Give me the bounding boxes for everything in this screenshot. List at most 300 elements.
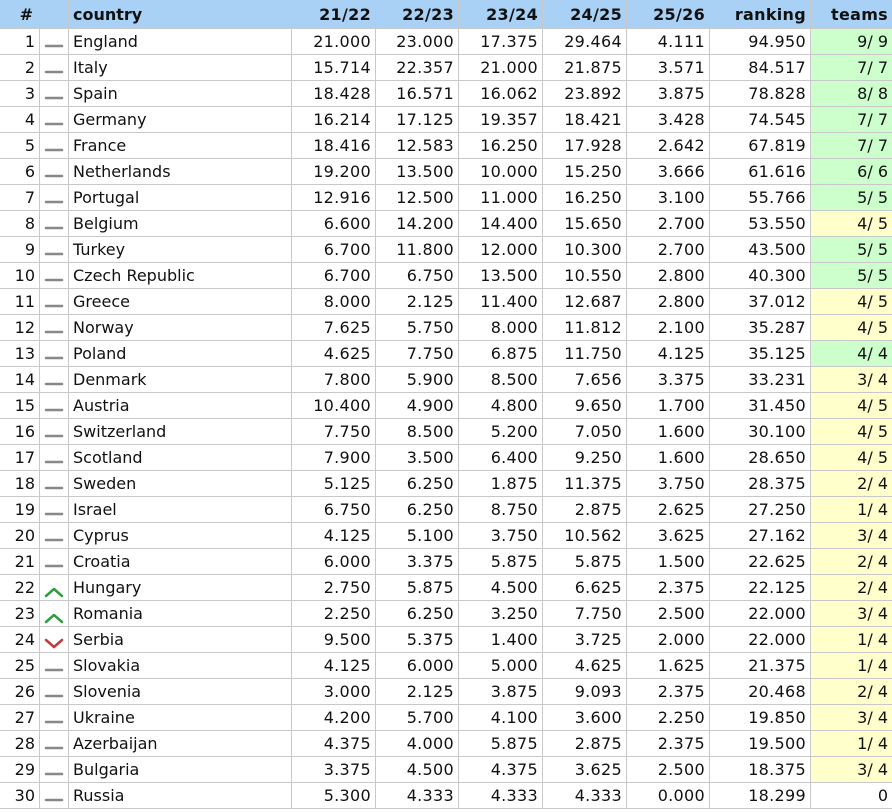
- score-2223-cell: 22.357: [376, 55, 459, 81]
- ranking-cell: 28.375: [710, 471, 811, 497]
- country-cell: Germany: [69, 107, 292, 133]
- teams-cell: 8/ 8: [811, 81, 892, 107]
- table-row[interactable]: [0, 315, 892, 341]
- score-2425-cell: 15.650: [543, 211, 627, 237]
- column-header-2526[interactable]: 25/26: [627, 0, 710, 29]
- score-2122-cell: 7.750: [292, 419, 376, 445]
- ranking-cell: 67.819: [710, 133, 811, 159]
- score-2122-cell: 3.375: [292, 757, 376, 783]
- ranking-cell: 94.950: [710, 29, 811, 55]
- dash-icon: [44, 349, 64, 361]
- score-2324-cell: 4.500: [459, 575, 543, 601]
- table-body: [0, 29, 892, 809]
- table-row[interactable]: [0, 289, 892, 315]
- country-cell: Scotland: [69, 445, 292, 471]
- trend-cell: [40, 757, 69, 783]
- rank-cell: 22: [0, 575, 40, 601]
- country-cell: Czech Republic: [69, 263, 292, 289]
- score-2223-cell: 5.700: [376, 705, 459, 731]
- score-2526-cell: 2.000: [627, 627, 710, 653]
- score-2425-cell: 17.928: [543, 133, 627, 159]
- table-row[interactable]: [0, 263, 892, 289]
- trend-cell: [40, 731, 69, 757]
- score-2223-cell: 13.500: [376, 159, 459, 185]
- table-row[interactable]: [0, 393, 892, 419]
- rank-cell: 14: [0, 367, 40, 393]
- score-2122-cell: 10.400: [292, 393, 376, 419]
- ranking-cell: 43.500: [710, 237, 811, 263]
- score-2223-cell: 17.125: [376, 107, 459, 133]
- dash-icon: [44, 219, 64, 231]
- score-2425-cell: 15.250: [543, 159, 627, 185]
- dash-icon: [44, 297, 64, 309]
- score-2324-cell: 14.400: [459, 211, 543, 237]
- teams-cell: 3/ 4: [811, 523, 892, 549]
- table-row[interactable]: [0, 29, 892, 55]
- teams-cell: 2/ 4: [811, 471, 892, 497]
- country-cell: Switzerland: [69, 419, 292, 445]
- rank-cell: 17: [0, 445, 40, 471]
- teams-cell: 4/ 5: [811, 393, 892, 419]
- score-2324-cell: 1.875: [459, 471, 543, 497]
- teams-cell: 1/ 4: [811, 497, 892, 523]
- country-cell: Slovenia: [69, 679, 292, 705]
- trend-cell: [40, 679, 69, 705]
- country-cell: Austria: [69, 393, 292, 419]
- ranking-cell: 18.299: [710, 783, 811, 809]
- table-row[interactable]: [0, 237, 892, 263]
- teams-cell: 7/ 7: [811, 55, 892, 81]
- trend-cell: [40, 445, 69, 471]
- score-2425-cell: 11.812: [543, 315, 627, 341]
- score-2526-cell: 3.875: [627, 81, 710, 107]
- score-2223-cell: 8.500: [376, 419, 459, 445]
- dash-icon: [44, 89, 64, 101]
- score-2223-cell: 6.250: [376, 471, 459, 497]
- rank-cell: 21: [0, 549, 40, 575]
- score-2223-cell: 2.125: [376, 679, 459, 705]
- dash-icon: [44, 427, 64, 439]
- country-cell: Bulgaria: [69, 757, 292, 783]
- country-cell: Italy: [69, 55, 292, 81]
- table-row[interactable]: [0, 757, 892, 783]
- score-2223-cell: 4.000: [376, 731, 459, 757]
- table-row[interactable]: [0, 705, 892, 731]
- score-2324-cell: 5.875: [459, 549, 543, 575]
- rank-cell: 26: [0, 679, 40, 705]
- score-2223-cell: 16.571: [376, 81, 459, 107]
- rank-cell: 4: [0, 107, 40, 133]
- ranking-cell: 78.828: [710, 81, 811, 107]
- ranking-cell: 22.625: [710, 549, 811, 575]
- header-row: [0, 0, 892, 29]
- score-2122-cell: 7.900: [292, 445, 376, 471]
- teams-cell: 5/ 5: [811, 185, 892, 211]
- teams-cell: 3/ 4: [811, 601, 892, 627]
- ranking-cell: 61.616: [710, 159, 811, 185]
- score-2122-cell: 7.625: [292, 315, 376, 341]
- country-cell: Hungary: [69, 575, 292, 601]
- dash-icon: [44, 505, 64, 517]
- table-row[interactable]: [0, 107, 892, 133]
- country-cell: Portugal: [69, 185, 292, 211]
- score-2223-cell: 2.125: [376, 289, 459, 315]
- ranking-cell: 30.100: [710, 419, 811, 445]
- trend-cell: [40, 133, 69, 159]
- score-2526-cell: 2.100: [627, 315, 710, 341]
- score-2324-cell: 11.400: [459, 289, 543, 315]
- rank-cell: 24: [0, 627, 40, 653]
- score-2526-cell: 2.500: [627, 601, 710, 627]
- score-2425-cell: 4.625: [543, 653, 627, 679]
- score-2526-cell: 2.500: [627, 757, 710, 783]
- dash-icon: [44, 193, 64, 205]
- score-2223-cell: 5.900: [376, 367, 459, 393]
- score-2122-cell: 6.000: [292, 549, 376, 575]
- column-header-trend[interactable]: [40, 0, 69, 29]
- dash-icon: [44, 167, 64, 179]
- score-2324-cell: 21.000: [459, 55, 543, 81]
- teams-cell: 1/ 4: [811, 627, 892, 653]
- score-2324-cell: 8.500: [459, 367, 543, 393]
- column-header-teams[interactable]: teams: [811, 0, 892, 29]
- table-row[interactable]: [0, 549, 892, 575]
- teams-cell: 3/ 4: [811, 757, 892, 783]
- score-2526-cell: 2.375: [627, 731, 710, 757]
- score-2324-cell: 12.000: [459, 237, 543, 263]
- ranking-cell: 19.850: [710, 705, 811, 731]
- teams-cell: 4/ 5: [811, 289, 892, 315]
- table-row[interactable]: [0, 419, 892, 445]
- table-row[interactable]: [0, 523, 892, 549]
- teams-cell: 7/ 7: [811, 107, 892, 133]
- dash-icon: [44, 375, 64, 387]
- country-cell: Greece: [69, 289, 292, 315]
- score-2526-cell: 3.428: [627, 107, 710, 133]
- teams-cell: 2/ 4: [811, 549, 892, 575]
- country-cell: Belgium: [69, 211, 292, 237]
- trend-cell: [40, 705, 69, 731]
- rank-cell: 12: [0, 315, 40, 341]
- table-row[interactable]: [0, 497, 892, 523]
- teams-cell: 4/ 5: [811, 211, 892, 237]
- dash-icon: [44, 713, 64, 725]
- score-2324-cell: 3.750: [459, 523, 543, 549]
- column-header-2324[interactable]: 23/24: [459, 0, 543, 29]
- ranking-cell: 27.250: [710, 497, 811, 523]
- rank-cell: 16: [0, 419, 40, 445]
- trend-cell: [40, 419, 69, 445]
- table-row[interactable]: [0, 211, 892, 237]
- table-row[interactable]: [0, 185, 892, 211]
- rank-cell: 11: [0, 289, 40, 315]
- score-2425-cell: 11.750: [543, 341, 627, 367]
- score-2425-cell: 6.625: [543, 575, 627, 601]
- country-cell: Cyprus: [69, 523, 292, 549]
- ranking-cell: 35.287: [710, 315, 811, 341]
- score-2324-cell: 11.000: [459, 185, 543, 211]
- trend-cell: [40, 81, 69, 107]
- country-cell: Slovakia: [69, 653, 292, 679]
- column-header-country[interactable]: country: [69, 0, 292, 29]
- teams-cell: 4/ 5: [811, 419, 892, 445]
- ranking-cell: 55.766: [710, 185, 811, 211]
- score-2526-cell: 3.666: [627, 159, 710, 185]
- score-2526-cell: 3.625: [627, 523, 710, 549]
- score-2223-cell: 5.750: [376, 315, 459, 341]
- country-cell: Croatia: [69, 549, 292, 575]
- ranking-cell: 28.650: [710, 445, 811, 471]
- score-2526-cell: 3.100: [627, 185, 710, 211]
- score-2223-cell: 6.000: [376, 653, 459, 679]
- score-2122-cell: 4.200: [292, 705, 376, 731]
- score-2223-cell: 4.500: [376, 757, 459, 783]
- score-2526-cell: 1.600: [627, 419, 710, 445]
- score-2122-cell: 2.750: [292, 575, 376, 601]
- dash-icon: [44, 141, 64, 153]
- score-2425-cell: 2.875: [543, 497, 627, 523]
- country-cell: Poland: [69, 341, 292, 367]
- teams-cell: 2/ 4: [811, 679, 892, 705]
- score-2223-cell: 14.200: [376, 211, 459, 237]
- table-row[interactable]: [0, 341, 892, 367]
- rank-cell: 27: [0, 705, 40, 731]
- table-row[interactable]: [0, 133, 892, 159]
- score-2324-cell: 4.100: [459, 705, 543, 731]
- country-cell: England: [69, 29, 292, 55]
- table-row[interactable]: [0, 679, 892, 705]
- score-2526-cell: 3.375: [627, 367, 710, 393]
- dash-icon: [44, 557, 64, 569]
- table-row[interactable]: [0, 575, 892, 601]
- score-2324-cell: 8.000: [459, 315, 543, 341]
- score-2526-cell: 1.600: [627, 445, 710, 471]
- score-2324-cell: 8.750: [459, 497, 543, 523]
- score-2526-cell: 2.625: [627, 497, 710, 523]
- score-2324-cell: 3.250: [459, 601, 543, 627]
- score-2425-cell: 3.600: [543, 705, 627, 731]
- country-cell: Sweden: [69, 471, 292, 497]
- table-row[interactable]: [0, 653, 892, 679]
- column-header-rank[interactable]: #: [0, 0, 40, 29]
- trend-cell: [40, 575, 69, 601]
- score-2425-cell: 5.875: [543, 549, 627, 575]
- score-2122-cell: 18.416: [292, 133, 376, 159]
- score-2425-cell: 3.625: [543, 757, 627, 783]
- ranking-cell: 40.300: [710, 263, 811, 289]
- country-cell: Turkey: [69, 237, 292, 263]
- score-2122-cell: 15.714: [292, 55, 376, 81]
- table-row[interactable]: [0, 783, 892, 809]
- rank-cell: 30: [0, 783, 40, 809]
- score-2324-cell: 4.375: [459, 757, 543, 783]
- score-2223-cell: 6.250: [376, 497, 459, 523]
- trend-cell: [40, 289, 69, 315]
- score-2122-cell: 4.375: [292, 731, 376, 757]
- score-2526-cell: 2.700: [627, 211, 710, 237]
- score-2526-cell: 2.700: [627, 237, 710, 263]
- trend-cell: [40, 627, 69, 653]
- ranking-cell: 53.550: [710, 211, 811, 237]
- score-2324-cell: 5.200: [459, 419, 543, 445]
- score-2223-cell: 12.500: [376, 185, 459, 211]
- score-2324-cell: 5.000: [459, 653, 543, 679]
- ranking-cell: 20.468: [710, 679, 811, 705]
- dash-icon: [44, 63, 64, 75]
- dash-icon: [44, 271, 64, 283]
- country-cell: Romania: [69, 601, 292, 627]
- score-2526-cell: 3.571: [627, 55, 710, 81]
- score-2122-cell: 4.625: [292, 341, 376, 367]
- teams-cell: 1/ 4: [811, 731, 892, 757]
- country-cell: Serbia: [69, 627, 292, 653]
- country-cell: Azerbaijan: [69, 731, 292, 757]
- dash-icon: [44, 661, 64, 673]
- score-2425-cell: 11.375: [543, 471, 627, 497]
- column-header-2223[interactable]: 22/23: [376, 0, 459, 29]
- trend-cell: [40, 549, 69, 575]
- trend-cell: [40, 367, 69, 393]
- ranking-cell: 27.162: [710, 523, 811, 549]
- trend-cell: [40, 107, 69, 133]
- rank-cell: 9: [0, 237, 40, 263]
- score-2425-cell: 4.333: [543, 783, 627, 809]
- score-2526-cell: 1.625: [627, 653, 710, 679]
- rank-cell: 1: [0, 29, 40, 55]
- score-2122-cell: 5.125: [292, 471, 376, 497]
- score-2122-cell: 9.500: [292, 627, 376, 653]
- score-2526-cell: 1.700: [627, 393, 710, 419]
- score-2425-cell: 18.421: [543, 107, 627, 133]
- ranking-cell: 35.125: [710, 341, 811, 367]
- trend-cell: [40, 55, 69, 81]
- dash-icon: [44, 479, 64, 491]
- score-2324-cell: 16.250: [459, 133, 543, 159]
- score-2122-cell: 6.600: [292, 211, 376, 237]
- arrow-up-icon: [44, 609, 64, 621]
- score-2122-cell: 8.000: [292, 289, 376, 315]
- score-2122-cell: 12.916: [292, 185, 376, 211]
- score-2425-cell: 12.687: [543, 289, 627, 315]
- score-2223-cell: 7.750: [376, 341, 459, 367]
- rank-cell: 10: [0, 263, 40, 289]
- dash-icon: [44, 453, 64, 465]
- teams-cell: 5/ 5: [811, 263, 892, 289]
- score-2425-cell: 29.464: [543, 29, 627, 55]
- rank-cell: 23: [0, 601, 40, 627]
- country-cell: Netherlands: [69, 159, 292, 185]
- teams-cell: 6/ 6: [811, 159, 892, 185]
- score-2425-cell: 9.650: [543, 393, 627, 419]
- score-2223-cell: 6.250: [376, 601, 459, 627]
- column-header-2122[interactable]: 21/22: [292, 0, 376, 29]
- rank-cell: 3: [0, 81, 40, 107]
- dash-icon: [44, 401, 64, 413]
- score-2425-cell: 10.300: [543, 237, 627, 263]
- score-2324-cell: 16.062: [459, 81, 543, 107]
- score-2223-cell: 6.750: [376, 263, 459, 289]
- table-row[interactable]: [0, 159, 892, 185]
- rank-cell: 8: [0, 211, 40, 237]
- score-2122-cell: 21.000: [292, 29, 376, 55]
- ranking-cell: 37.012: [710, 289, 811, 315]
- trend-cell: [40, 185, 69, 211]
- score-2223-cell: 11.800: [376, 237, 459, 263]
- score-2324-cell: 19.357: [459, 107, 543, 133]
- teams-cell: 3/ 4: [811, 367, 892, 393]
- country-cell: Russia: [69, 783, 292, 809]
- score-2526-cell: 4.125: [627, 341, 710, 367]
- score-2425-cell: 2.875: [543, 731, 627, 757]
- ranking-cell: 84.517: [710, 55, 811, 81]
- dash-icon: [44, 115, 64, 127]
- score-2223-cell: 4.900: [376, 393, 459, 419]
- score-2324-cell: 1.400: [459, 627, 543, 653]
- table-row[interactable]: [0, 471, 892, 497]
- ranking-cell: 33.231: [710, 367, 811, 393]
- trend-cell: [40, 159, 69, 185]
- dash-icon: [44, 687, 64, 699]
- country-cell: Spain: [69, 81, 292, 107]
- ranking-cell: 31.450: [710, 393, 811, 419]
- trend-cell: [40, 263, 69, 289]
- dash-icon: [44, 323, 64, 335]
- dash-icon: [44, 791, 64, 803]
- score-2526-cell: 2.250: [627, 705, 710, 731]
- trend-cell: [40, 29, 69, 55]
- country-cell: Ukraine: [69, 705, 292, 731]
- teams-cell: 4/ 5: [811, 445, 892, 471]
- score-2324-cell: 3.875: [459, 679, 543, 705]
- score-2526-cell: 2.375: [627, 679, 710, 705]
- table-row[interactable]: [0, 731, 892, 757]
- teams-cell: 5/ 5: [811, 237, 892, 263]
- column-header-2425[interactable]: 24/25: [543, 0, 627, 29]
- score-2122-cell: 19.200: [292, 159, 376, 185]
- table-row[interactable]: [0, 367, 892, 393]
- table-row[interactable]: [0, 627, 892, 653]
- score-2122-cell: 6.700: [292, 263, 376, 289]
- trend-cell: [40, 783, 69, 809]
- table-row[interactable]: [0, 81, 892, 107]
- table-row[interactable]: [0, 55, 892, 81]
- trend-cell: [40, 393, 69, 419]
- score-2324-cell: 6.400: [459, 445, 543, 471]
- score-2425-cell: 7.656: [543, 367, 627, 393]
- score-2223-cell: 23.000: [376, 29, 459, 55]
- dash-icon: [44, 245, 64, 257]
- score-2526-cell: 0.000: [627, 783, 710, 809]
- trend-cell: [40, 341, 69, 367]
- table-row[interactable]: [0, 601, 892, 627]
- score-2425-cell: 10.550: [543, 263, 627, 289]
- ranking-cell: 21.375: [710, 653, 811, 679]
- score-2223-cell: 5.100: [376, 523, 459, 549]
- score-2122-cell: 6.700: [292, 237, 376, 263]
- rank-cell: 18: [0, 471, 40, 497]
- column-header-ranking[interactable]: ranking: [710, 0, 811, 29]
- score-2526-cell: 2.642: [627, 133, 710, 159]
- score-2425-cell: 21.875: [543, 55, 627, 81]
- trend-cell: [40, 523, 69, 549]
- teams-cell: 7/ 7: [811, 133, 892, 159]
- score-2526-cell: 1.500: [627, 549, 710, 575]
- ranking-cell: 74.545: [710, 107, 811, 133]
- trend-cell: [40, 315, 69, 341]
- score-2122-cell: 4.125: [292, 653, 376, 679]
- trend-cell: [40, 601, 69, 627]
- table-row[interactable]: [0, 445, 892, 471]
